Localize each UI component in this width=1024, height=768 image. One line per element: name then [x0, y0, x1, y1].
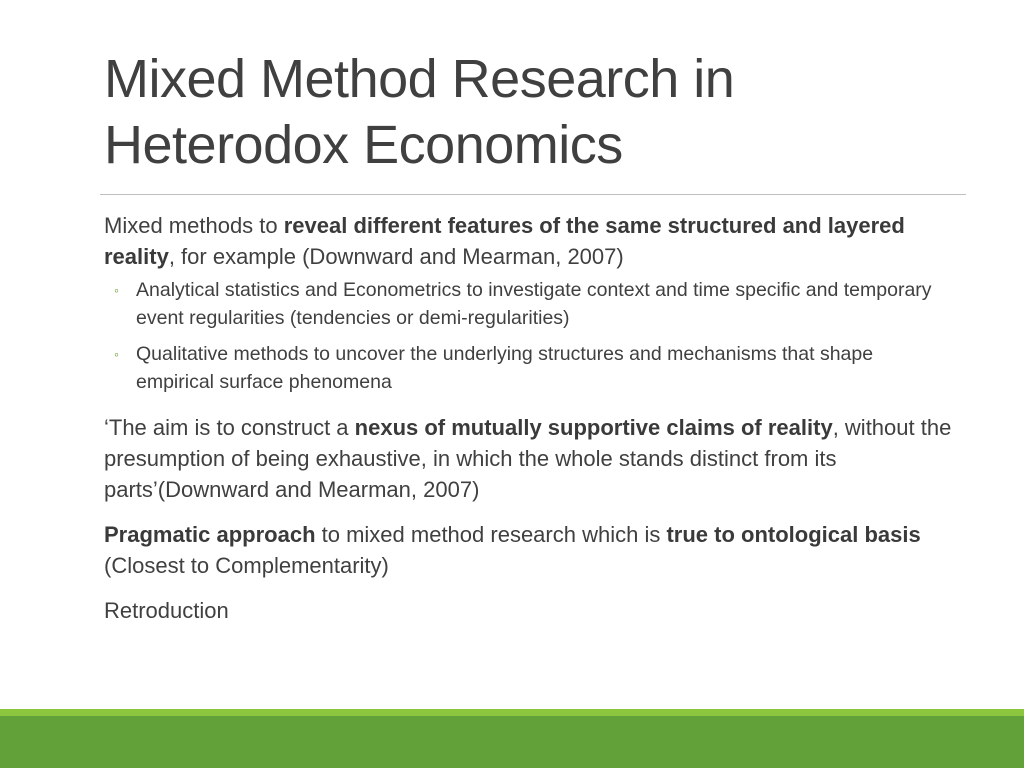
- paragraph-mixed-methods: [104, 210, 954, 272]
- hollow-circle-bullet-icon: ◦: [114, 282, 119, 298]
- sub-bullet-text: Qualitative methods to uncover the underlying structures and mechanisms that shape empirical surface phenomena: [136, 343, 874, 393]
- title-line-2: Heterodox Economics: [104, 115, 623, 175]
- para1-text-2: , for example (Downward and Mearman, 2007): [168, 244, 624, 269]
- paragraph-quote: [104, 412, 954, 505]
- footer-band: [0, 716, 1024, 768]
- para1-text-1: Mixed methods to: [104, 213, 284, 238]
- para2-bold: nexus of mutually supportive claims of reality: [354, 415, 833, 440]
- footer-accent-band: [0, 709, 1024, 716]
- para3-text-2: (Closest to Complementarity): [104, 553, 389, 578]
- title-line-1: Mixed Method Research in: [104, 49, 735, 109]
- para2-text-2: , without the presumption of being exhaustive, in which the whole stands distinct from its parts’(Downward and Mearman, 2007): [104, 415, 952, 502]
- sub-bullet-item: [114, 340, 954, 396]
- slide-body: [104, 210, 954, 626]
- title-divider: [100, 194, 966, 195]
- paragraph-retroduction: Retroduction: [104, 598, 229, 623]
- para1-bold: reveal different features of the same structured and layered reality: [104, 213, 905, 269]
- sub-bullet-text: Analytical statistics and Econometrics to investigate context and time specific and temporary event regularities (tendencies or demi-regularities): [136, 279, 932, 329]
- slide-title: [104, 46, 924, 178]
- para3-bold-1: Pragmatic approach: [104, 522, 316, 547]
- hollow-circle-bullet-icon: ◦: [114, 346, 119, 362]
- para3-text-1: to mixed method research which is: [315, 522, 667, 547]
- para3-bold-2: true to ontological basis: [666, 522, 921, 547]
- paragraph-pragmatic: [104, 519, 954, 581]
- sub-bullet-list: [104, 276, 954, 396]
- para2-text-1: ‘The aim is to construct a: [104, 415, 355, 440]
- sub-bullet-item: [114, 276, 954, 332]
